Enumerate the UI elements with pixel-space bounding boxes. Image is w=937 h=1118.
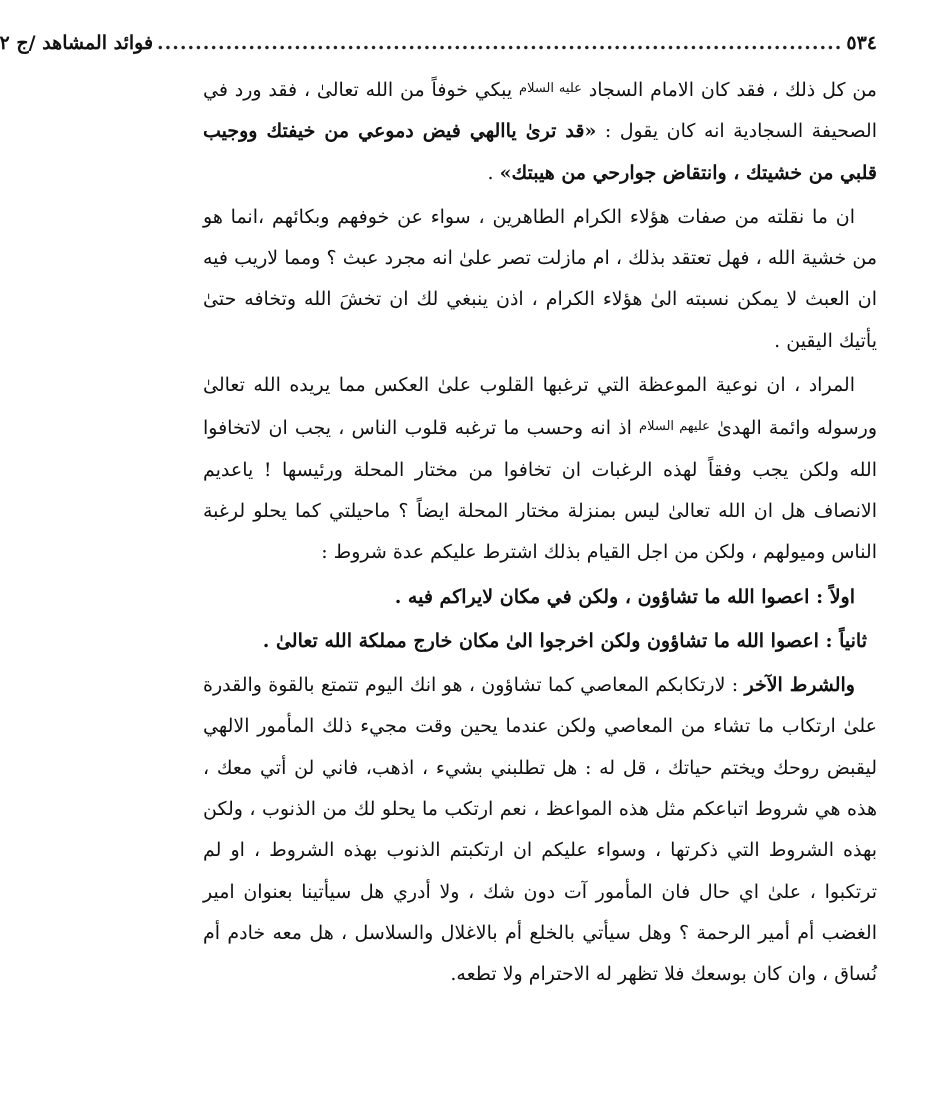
text-run: يبكي خوفاً من الله تعالىٰ ، فقد ورد في الصحيفة السجادية انه كان يقول : bbox=[203, 79, 877, 143]
text-run: . bbox=[487, 161, 500, 184]
text-run: المراد ، ان نوعية الموعظة التي ترغبها القلوب علىٰ العكس مما يريده الله تعالىٰ ورسوله وائمة الهدىٰ bbox=[203, 374, 877, 440]
page-number: ٥٣٤ bbox=[846, 32, 877, 54]
text-run: اذ انه وحسب ما ترغبه قلوب الناس ، يجب ان لاتخافوا الله ولكن يجب وفقاً لهذه الرغبات ان تخافوا من مختار المحلة ورئيسها ! ياعديم الانصاف هل ان الله تعالىٰ ليس بمنزلة مختار المحلة ايضاً ؟ ماحيلتي كما يحلو لرغبة الناس وميولهم ، ولكن من اجل القيام بذلك اشترط عليكم عدة شروط : bbox=[203, 417, 877, 564]
running-title: فوائد المشاهد /ج ٢ bbox=[0, 32, 154, 54]
paragraph bbox=[203, 665, 877, 995]
text-run: : لارتكابكم المعاصي كما تشاؤون ، هو انك اليوم تتمتع بالقوة والقدرة علىٰ ارتكاب ما تشاء من المعاصي ولكن عندما يحين وقت مجيء ذلك المأمور الالهي ليقبض روحك ويختم حياتك ، قل له : هل تطلبني بشيء ، اذهب، فاني لن أتي معك ، هذه هي شروط اتباعكم مثل هذه المواعظ ، نعم ارتكب ما يحلو لك من الذنوب ، ولكن بهذه الشروط التي ذكرتها ، وسواء عليكم ان ارتكبتم الذنوب بهذه الشروط ، او لم ترتكبوا ، علىٰ اي حال فان المأمور آت دون شك ، ولا أدري هل سيأتينا بعنوان امير الغضب أم أمير الرحمة ؟ وهل سيأتي بالخلع أم بالاغلال والسلاسل ، هل معه خادم أم نُساق ، وان كان بوسعك فلا تظهر له الاحترام ولا تطعه. bbox=[203, 674, 877, 986]
header-leader-dots: .......................................................................................... bbox=[157, 32, 843, 54]
paragraph bbox=[203, 621, 877, 662]
bold-text: اولاً : اعصوا الله ما تشاؤون ، ولكن في مكان لايراكم فيه . bbox=[394, 585, 855, 608]
body-text bbox=[203, 68, 877, 999]
bold-text: «قد ترىٰ ياالهي فيض دموعي من خيفتك ووجيب قلبي من خشيتك ، وانتقاض جوارحي من هيبتك» bbox=[203, 120, 877, 184]
honorific-glyph: عليهم السلام bbox=[639, 419, 710, 435]
bold-text: والشرط الآخر bbox=[744, 674, 855, 697]
text-run: ان ما نقلته من صفات هؤلاء الكرام الطاهرين ، سواء عن خوفهم وبكائهم ،انما هو من خشية الله ، فهل تعتقد بذلك ، ام مازلت تصر علىٰ انه مجرد عبث ؟ ومما لاريب فيه ان العبث لا يمكن نسبته الىٰ هؤلاء الكرام ، اذن ينبغي لك ان تخشَ الله وتخافه حتىٰ يأتيك اليقين . bbox=[203, 205, 877, 352]
paragraph bbox=[203, 365, 877, 573]
paragraph bbox=[203, 68, 877, 194]
page-header bbox=[0, 32, 877, 62]
bold-text: ثانياً : اعصوا الله ما تشاؤون ولكن اخرجوا الىٰ مكان خارج مملكة الله تعالىٰ . bbox=[262, 629, 867, 652]
paragraph bbox=[203, 197, 877, 362]
paragraph bbox=[203, 577, 877, 618]
honorific-glyph: عليه السلام bbox=[519, 81, 582, 96]
text-run: من كل ذلك ، فقد كان الامام السجاد bbox=[581, 79, 877, 101]
